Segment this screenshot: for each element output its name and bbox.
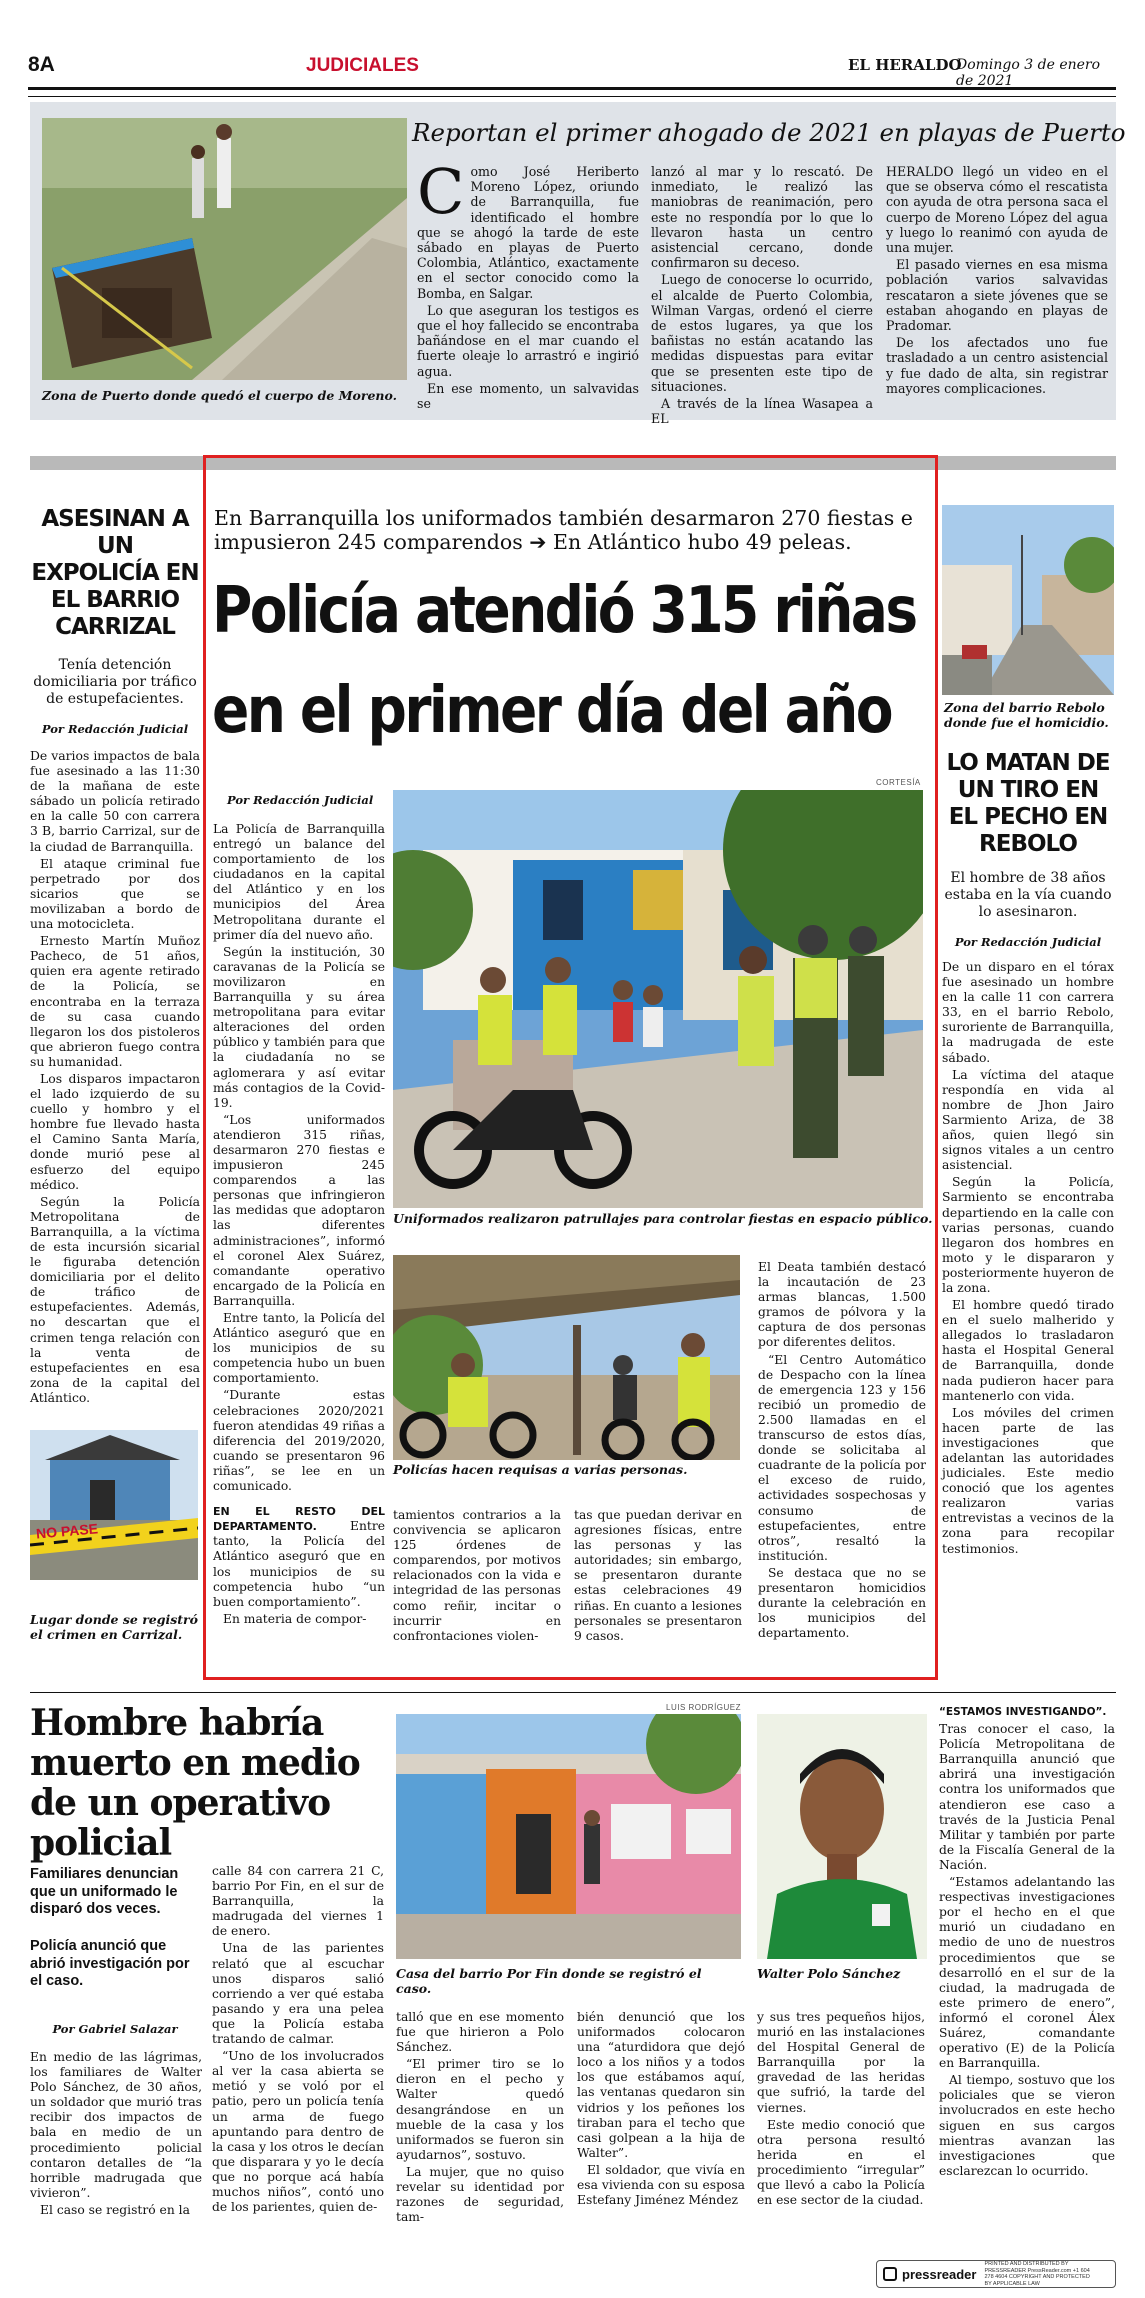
section-name: JUDICIALES (306, 55, 419, 76)
bottom-col4: bién denunció que los uniformados colocaron una “aturdidora que dejó loco a los niños y a todos los que estábamos aquí, las ventanas quedaron sin vidrios y los peñones los tiraban para el techo que casi golpean a la hija de Walter”. El soldador, que vivía en esa vivienda con su esposa Estefany Jiménez Méndez (577, 2010, 745, 2208)
main-col-bottom-1: tamientos contrarios a la convivencia se aplicaron 125 órdenes de comparendos, por motivos relacionados con la vida e integridad de las personas como reñir, incitar o incurrir en confrontaciones violen- (393, 1508, 561, 1643)
pressreader-badge[interactable] (876, 2260, 1116, 2288)
bottom-col6: “ESTAMOS INVESTIGANDO”. Tras conocer el caso, la Policía Metropolitana de Barranquilla anunció que abrirá una investigación contra los uniformados que atendieron ese caso a través de la Justicia Penal Militar y también por parte de la Fiscalía General de la Nación. “Estamos adelantando las respectivas investigaciones por el hecho en el que murió un ciudadano en medio de uno de nuestros procedimientos que se desarrolló en el sur de la ciudad, la madrugada de este primero de enero”, informó el coronel Álex Suárez, comandante operativo (E) de la Policía en Barranquilla. Al tiempo, sostuvo que los policiales que se vieron involucrados en este hecho siguen en sus cargos mientras avanzan las investigaciones que esclarezcan lo ocurrido. (939, 1706, 1115, 2178)
page-date: Domingo 3 de enero de 2021 (956, 57, 1101, 89)
dropcap: C (417, 155, 465, 228)
main-col-right: El Deata también destacó la incautación de 23 armas blancas, 1.500 gramos de pólvora y la captura de dos personas por diferentes delitos. “El Centro Automático de Despacho con la línea de emergencia 123 y 156 recibió un promedio de 2.500 llamadas en el transcurso de estos días, donde se solicitaba al cuadrante de la policía por el exceso de ruido, actividades sospechosas y consumo de estupefacientes, entre otros”, resaltó la institución. Se destaca que no se presentaron homicidios durante la celebración en los municipios del departamento. (758, 1260, 926, 1641)
bottom-subhead: “ESTAMOS INVESTIGANDO”. (939, 1706, 1107, 1718)
main-headline-2: en el primer día del año (212, 674, 891, 748)
main-col1: La Policía de Barranquilla entregó un balance del comportamiento de los ciudadanos en la capital del Atlántico y en los municipios del Área Metropolitana durante el primer día del nuevo año. Según la institución, 30 caravanas de la Policía se movilizaron en Barranquilla y su área metropolitana para evitar alteraciones del orden público y también para que la ciudadanía no se aglomerara y así evitar más contagios de la Covid-19. “Los uniformados atendieron 315 riñas, desarmaron 270 fiestas e impusieron 245 comparendos a las personas que infringieron las medidas que adoptaron las diferentes administraciones”, informó el coronel Alex Suárez, comandante operativo encargado de la Policía en Barranquilla. Entre tanto, la Policía del Atlántico aseguró que en los municipios de su competencia hubo un buen comportamiento. “Durante estas celebraciones 2020/2021 fueron atendidas 49 riñas a diferencia del 2019/2020, cuando se presentaron 96 riñas”, se lee en un comunicado. EN EL RESTO DEL DEPARTAMENTO. Entre tanto, la Policía del Atlántico aseguró que en los municipios de su competencia hubo “un buen comportamiento”. En materia de compor- (213, 822, 385, 1626)
right-story-summary: El hombre de 38 años estaba en la vía cuando lo asesinaron. (944, 870, 1112, 920)
top-story-col1: C omo José Heriberto Moreno López, oriundo de Barranquilla, fue identificado el hombre que se ahogó la tarde de este sábado en playas de Puerto Colombia, Atlántico, exactamente en el sector conocido como la Bomba, en Salgar. Lo que aseguran los testigos es que el hoy fallecido se encontraba bañándose en el mar cuando el fuerte oleaje lo arrastró e ingirió agua. En ese momento, un salvavidas se (417, 155, 639, 412)
main-byline: Por Redacción Judicial (227, 793, 374, 807)
main-caption-1: Uniformados realizaron patrullajes para controlar fiestas en espacio público. (393, 1211, 933, 1226)
bottom-col5: y sus tres pequeños hijos, murió en las instalaciones del Hospital General de Barranquilla por la gravedad de las heridas que sufrió, la tarde del viernes. Este medio conoció que otra persona resultó herida en el procedimiento “irregular” que llevó a cabo la Policía en ese sector de la ciudad. (757, 2010, 925, 2208)
bottom-headline: Hombre habría muerto en medio de un operativo policial (30, 1702, 360, 1864)
left-story-caption: Lugar donde se registró el crimen en Carrizal. (30, 1612, 198, 1642)
bottom-col3: talló que en ese momento fue que hirieron a Polo Sánchez. “El primer tiro se lo dieron en el pecho y Walter quedó desangrándose en un mueble de la casa y los uniformados se fueron sin ayudarnos”, sostuvo. La mujer, que no quiso revelar su identidad por razones de seguridad, tam- (396, 2010, 564, 2225)
main-headline-1: Policía atendió 315 riñas (212, 574, 916, 648)
bottom-col1: En medio de las lágrimas, los familiares de Walter Polo Sánchez, de 30 años, un soldador que murió tras recibir dos impactos de bala en medio de un procedimiento policial contaron detalles de “la horrible madrugada que vivieron”. El caso se registró en la (30, 2050, 202, 2217)
top-story-title: Reportan el primer ahogado de 2021 en playas de Puerto (412, 118, 1126, 147)
right-story-caption: Zona del barrio Rebolo donde fue el homicidio. (944, 700, 1109, 730)
police-tape-text: NO PASE (35, 1520, 99, 1542)
header-thin-rule (28, 96, 1116, 97)
right-story-body: De un disparo en el tórax fue asesinado un hombre en la calle 11 con carrera 33, en el barrio Rebolo, suroriente de Barranquilla, la madrugada de este sábado. La víctima del ataque respondía en vida al nombre de Jhon Jairo Sarmiento Ariza, de 38 años, quien llegó sin signos vitales a un centro asistencial. Según la Policía, Sarmiento se encontraba departiendo en la calle con varias personas, cuando llegaron dos hombres en moto y le dispararon y posteriormente huyeron de la zona. El hombre quedó tirado en el suelo malherido y allegados lo trasladaron hasta el Hospital General de Barranquilla, donde nada pudieron hacer para mantenerlo con vida. Los móviles del crimen hacen parte de las investigaciones que adelantan las autoridades judiciales. Este medio conoció que los agentes realizaron varias entrevistas a vecinos de la zona para recopilar testimonios. (942, 959, 1114, 1556)
top-story-photo (42, 118, 407, 380)
left-story-body: De varios impactos de bala fue asesinado a las 11:30 de la mañana de este sábado un policía retirado en la calle 50 con carrera 3 B, barrio Carrizal, sur de la ciudad de Barranquilla. El ataque criminal fue perpetrado por dos sicarios que se movilizaban a bordo de una motocicleta. Ernesto Martín Muñoz Pacheco, de 51 años, quien era agente retirado de la Policía, se encontraba en la terraza de su casa cuando llegaron los dos pistoleros que abrieron fuego contra su humanidad. Los disparos impactaron el lado izquierdo de su cuello y hombro y el hombre fue llevado hasta el Camino Santa María, donde murió pese al esfuerzo del equipo médico. Según la Policía Metropolitana de Barranquilla, a la víctima de esta incursión sicarial le figuraba detención domiciliaria por el delito de tráfico de estupefacientes. Además, no descartan que el crimen tenga relación con la venta de estupefacientes en esa zona de la capital del Atlántico. (30, 748, 200, 1405)
left-story-byline: Por Redacción Judicial (41, 722, 189, 736)
bottom-photo-2 (757, 1714, 927, 1959)
subhead: EN EL RESTO DEL DEPARTAMENTO. (213, 1505, 385, 1534)
bottom-summary-1: Familiares denuncian que un uniformado le disparó dos veces. (30, 1866, 179, 1917)
bottom-photo-1 (396, 1714, 741, 1959)
top-story-caption: Zona de Puerto donde quedó el cuerpo de Moreno. (42, 388, 397, 403)
bottom-caption-2: Walter Polo Sánchez (757, 1966, 901, 1981)
bottom-summary-2: Policía anunció que abrió investigación por el caso. (30, 1938, 190, 1989)
main-caption-2: Policías hacen requisas a varias personas. (393, 1462, 688, 1477)
main-deck-text-2: En Atlántico hubo 49 peleas. (553, 530, 852, 554)
page-number: 8A (28, 53, 55, 76)
pressreader-note: PRINTED AND DISTRIBUTED BY PRESSREADER PressReader.com +1 604 278 4604 COPYRIGHT AND PROTECTED BY APPLICABLE LAW (984, 2261, 1090, 2287)
main-photo-1 (393, 790, 923, 1208)
main-photo-2 (393, 1255, 740, 1460)
main-photo-credit: CORTESÍA (876, 778, 921, 787)
bottom-photo-credit: LUIS RODRÍGUEZ (666, 1703, 742, 1712)
page-header (28, 50, 1116, 90)
top-story (30, 102, 1126, 427)
top-story-col2: lanzó al mar y lo rescató. De inmediato, le realizó las maniobras de reanimación, pero este no respondía por lo que lo llevaron hasta un centro asistencial cercano, donde confirmaron su deceso. Luego de conocerse lo ocurrido, el alcalde de Puerto Colombia, Wilman Vargas, ordenó el cierre de estos lugares, ya que los bañistas no están acatando las medidas dispuestas para evitar que se presenten este tipo de situaciones. A través de la línea Wasapea a EL (651, 164, 873, 427)
right-story-title: LO MATAN DE UN TIRO EN EL PECHO EN REBOLO (946, 750, 1110, 857)
main-deck-text: En Barranquilla los uniformados también desarmaron 270 fiestas e impusieron 245 comparendos (214, 506, 913, 554)
bottom-byline: Por Gabriel Salazar (52, 2022, 178, 2036)
paper-name: EL HERALDO (848, 56, 962, 74)
bottom-col2: calle 84 con carrera 21 C, barrio Por Fin, en el sur de Barranquilla, la madrugada del viernes 1 de enero. Una de las parientes relató que al escuchar unos disparos salió corriendo a ver qué estaba pasando y era una pelea que la Policía estaba tratando de calmar. “Uno de los involucrados al ver la casa abierta se metió y se voló por el patio, pero un policía tenía un arma de fuego apuntando para dentro de la casa y los otros le decían que disparara y yo le decía que no porque acá había muchos niños”, contó uno de los parientes, quien de- (212, 1864, 384, 2215)
right-story-photo (942, 505, 1114, 695)
pressreader-logo-icon (883, 2267, 897, 2281)
main-col-bottom-2: tas que puedan derivar en agresiones físicas, entre las personas y las autoridades; sin embargo, se presentaron durante estas celebraciones 49 riñas. En cuanto a lesiones personales se presentaron 9 casos. (574, 1508, 742, 1643)
arrow-icon: ➔ (529, 530, 547, 554)
main-deck (214, 506, 934, 554)
pressreader-brand: pressreader (902, 2266, 977, 2282)
right-story (942, 750, 1114, 1558)
right-story-byline: Por Redacción Judicial (954, 935, 1102, 949)
bottom-caption-1: Casa del barrio Por Fin donde se registró el caso. (396, 1966, 702, 1996)
left-story-summary: Tenía detención domiciliaria por tráfico de estupefacientes. (33, 657, 197, 707)
left-story-photo (30, 1430, 198, 1580)
left-story-title: ASESINAN A UN EXPOLICÍA EN EL BARRIO CARRIZAL (31, 506, 199, 640)
top-story-col3: HERALDO llegó un video en el que se observa cómo el rescatista con ayuda de otra persona saca el cuerpo de Moreno López del agua y luego lo reanimó con ayuda de una mujer. El pasado viernes en esa misma población varios salvavidas rescataron a siete jóvenes que se estaban ahogando en playas de Pradomar. De los afectados uno fue trasladado a un centro asistencial y fue dado de alta, sin registrar mayores complicaciones. (886, 164, 1108, 396)
bottom-divider (30, 1692, 1116, 1693)
